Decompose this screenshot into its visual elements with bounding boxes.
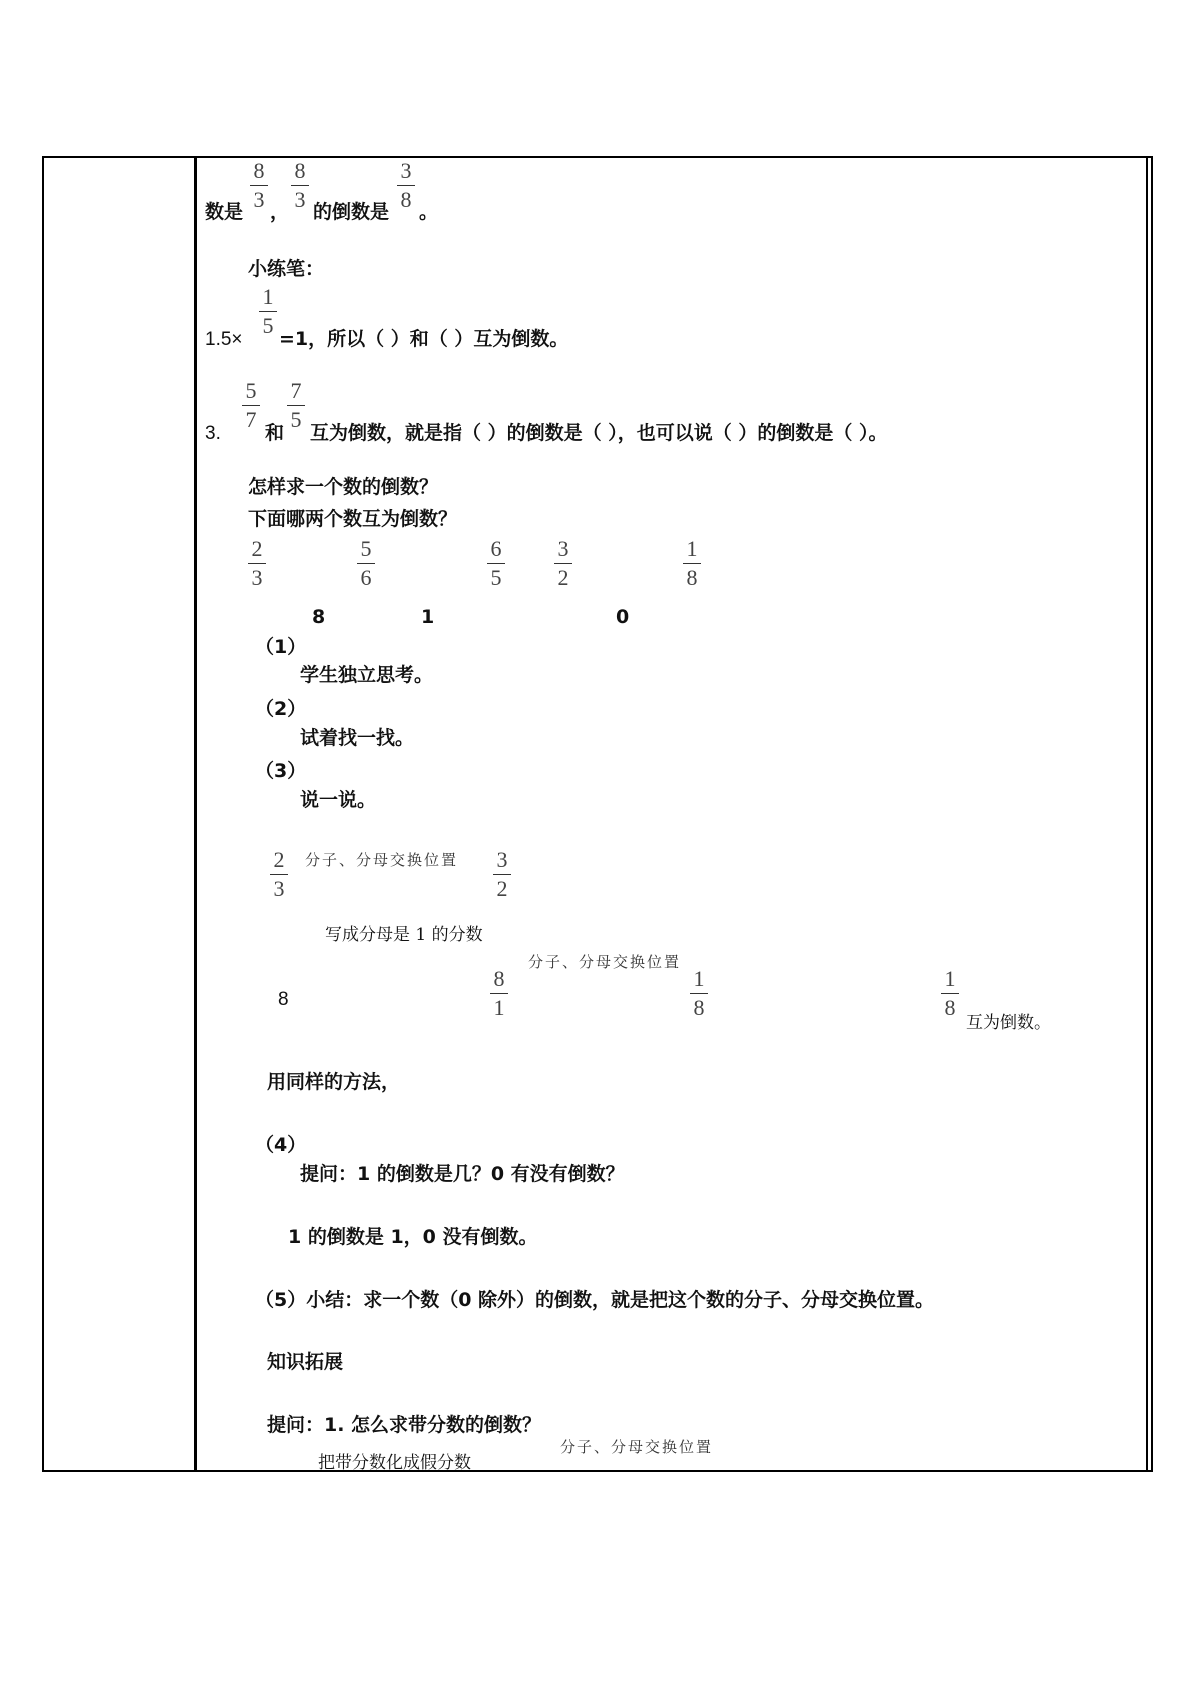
extension-question: 提问：1. 怎么求带分数的倒数？ [267, 1414, 542, 1436]
fraction-7-5: 7 5 [287, 380, 305, 431]
step-2-label: （2） [255, 698, 307, 720]
step-3-text: 说一说。 [300, 789, 377, 811]
table-right-edge [1146, 158, 1148, 1470]
line1-prefix: 数是 [205, 201, 244, 223]
step-2-text: 试着找一找。 [300, 727, 415, 749]
column-divider [194, 158, 197, 1470]
example2-tail: 互为倒数。 [966, 1013, 1051, 1033]
fraction-1-8: 1 8 [683, 538, 701, 589]
practice-title: 小练笔： [248, 258, 325, 280]
step-1-text: 学生独立思考。 [300, 664, 434, 686]
step-1-label: （1） [255, 636, 307, 658]
line1-end: 。 [419, 201, 439, 223]
fraction-1-5: 1 5 [259, 286, 277, 337]
q1-rest: =1，所以（ ）和（ ）互为倒数。 [279, 328, 569, 350]
integer-0: 0 [616, 606, 630, 628]
fraction-5-6: 5 6 [357, 538, 375, 589]
step-4-label: （4） [255, 1134, 307, 1156]
fraction-3-2: 3 2 [554, 538, 572, 589]
step-4-question: 提问：1 的倒数是几？0 有没有倒数？ [300, 1163, 625, 1185]
step-3-label: （3） [255, 760, 307, 782]
line1-mid: 的倒数是 [313, 201, 390, 223]
how-title: 怎样求一个数的倒数？ [248, 476, 439, 498]
example2-caption2: 分子、分母交换位置 [528, 953, 682, 971]
q1-lead: 1.5× [205, 329, 243, 350]
extension-faint-caption: 分子、分母交换位置 [560, 1438, 714, 1456]
fraction-8-3-a: 8 3 [250, 160, 268, 211]
lesson-table [42, 156, 1153, 1472]
step-5-summary: （5）小结：求一个数（0 除外）的倒数，就是把这个数的分子、分母交换位置。 [255, 1289, 935, 1311]
which-title: 下面哪两个数互为倒数？ [248, 508, 458, 530]
extension-hint: 把带分数化成假分数 [318, 1453, 471, 1473]
integer-1: 1 [421, 606, 435, 628]
example1-from-fraction: 2 3 [270, 849, 288, 900]
fraction-3-8: 3 8 [397, 160, 415, 211]
same-method-text: 用同样的方法， [267, 1071, 401, 1093]
q3-and: 和 [265, 422, 285, 444]
fraction-6-5: 6 5 [487, 538, 505, 589]
example2-fraction-1-8-a: 1 8 [690, 968, 708, 1019]
integer-8: 8 [312, 606, 326, 628]
step-4-answer: 1 的倒数是 1，0 没有倒数。 [288, 1226, 538, 1248]
fraction-5-7: 5 7 [242, 380, 260, 431]
extension-title: 知识拓展 [267, 1351, 344, 1373]
example2-caption1: 写成分母是 1 的分数 [325, 925, 483, 945]
fraction-2-3: 2 3 [248, 538, 266, 589]
line1-comma: ， [270, 201, 290, 223]
example1-to-fraction: 3 2 [493, 849, 511, 900]
example2-fraction-8-1: 8 1 [490, 968, 508, 1019]
q3-lead: 3. [205, 423, 221, 444]
example2-fraction-1-8-b: 1 8 [941, 968, 959, 1019]
example1-arrow-caption: 分子、分母交换位置 [305, 851, 459, 869]
example2-integer: 8 [278, 989, 289, 1010]
fraction-8-3-b: 8 3 [291, 160, 309, 211]
q3-rest: 互为倒数，就是指（ ）的倒数是（ ），也可以说（ ）的倒数是（ ）。 [310, 422, 888, 444]
